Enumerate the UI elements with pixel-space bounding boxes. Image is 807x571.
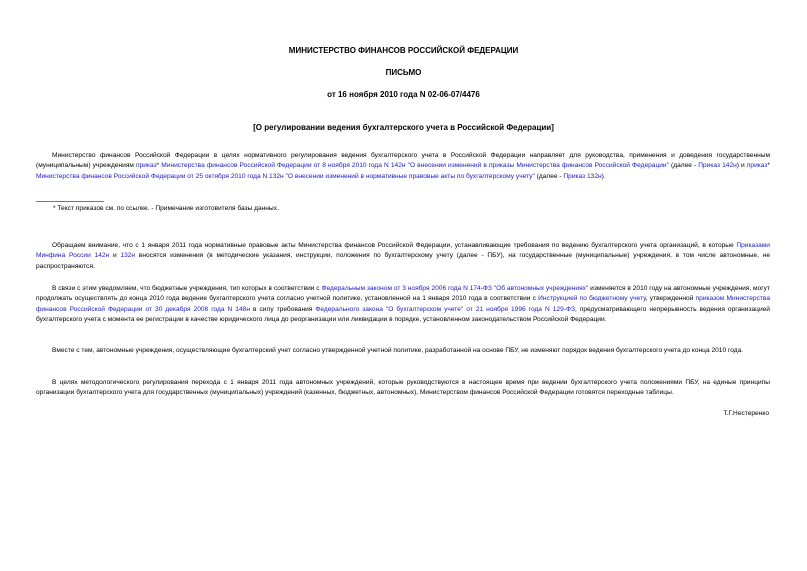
link-law-129fz[interactable]: Федерального закона "О бухгалтерском учете" от 21 ноября 1996 года N 129-ФЗ <box>315 305 575 313</box>
ministry-heading: МИНИСТЕРСТВО ФИНАНСОВ РОССИЙСКОЙ ФЕДЕРАЦИИ <box>288 46 519 55</box>
text: Министерство финансов Российской Федерации в целях нормативного регулирования ведения бухгалтерского учета в Российской Федерации направляет для руководства, применения и доведения государственным (муниципальным) учреждениям <box>36 152 770 170</box>
link-132n[interactable]: 132н <box>120 252 136 260</box>
document-type: ПИСЬМО <box>385 68 422 77</box>
footnote: * Текст приказов см. по ссылке. - Примечание изготовителя базы данных. <box>53 205 279 212</box>
signature: Т.Г.Нестеренко <box>723 410 769 417</box>
document-subject: [О регулировании ведения бухгалтерского учета в Российской Федерации] <box>253 123 554 132</box>
link-order-132n[interactable]: Министерства финансов Российской Федерации от 25 октября 2010 года N 132н "О внесении изменений в нормативные правовые акты по бухгалтерскому учету" <box>36 172 535 180</box>
paragraph-4: Вместе с тем, автономные учреждения, осуществляющие бухгалтерский учет согласно утвержденной учетной политике, разработанной на основе ПБУ, не изменяют порядок ведения бухгалтерского учета до конца 2010 года. <box>52 347 744 354</box>
text: , утвержденной <box>645 295 696 303</box>
link-order-2[interactable]: приказ <box>746 162 768 170</box>
footnote-divider <box>36 201 104 202</box>
text: и <box>109 252 121 260</box>
link-order[interactable]: приказ <box>136 162 157 170</box>
text: (далее - <box>534 172 564 180</box>
paragraph-1 <box>36 151 770 182</box>
link-orders-142n[interactable]: Приказами Минфина России 142н <box>36 242 770 260</box>
text: * <box>767 162 770 170</box>
text: вносятся изменения (в методические указания, инструкции, положения по бухгалтерскому учету (далее - ПБУ), на государственные (муниципальные) учреждения, в том числе автономные, не распространяются. <box>36 252 770 270</box>
link-order-148n[interactable]: приказом Министерства финансов Российской Федерации от 30 декабря 2008 года N 148н <box>36 295 770 313</box>
text: в силу требования <box>249 305 316 313</box>
link-order-142n[interactable]: Министерства финансов Российской Федерации от 8 ноября 2010 года N 142н "О внесении изменений в приказы Министерства финансов Российской Федерации" <box>161 162 669 170</box>
text: изменяется в 2010 году на автономные учреждения, могут продолжать осуществлять до конца 2010 года ведение бухгалтерского учета согласно учетной политике, установленной на 1 января 2010 года в соответствии с <box>36 285 770 303</box>
text: , предусматривающего непрерывность ведения организацией бухгалтерского учета с момента ее регистрации в качестве юридического лица до реорганизации или ликвидации в порядке, установленном законодательством Российской Федерации. <box>36 305 770 323</box>
paragraph-2 <box>36 241 770 272</box>
text: (далее - <box>668 162 699 170</box>
text: Обращаем внимание, что с 1 января 2011 года нормативные правовые акты Министерства финансов Российской Федерации, устанавливающие требования по ведению бухгалтерского учета организаций, в которые <box>52 242 737 249</box>
text: В связи с этим уведомляем, что бюджетные учреждения, тип которых в соответствии с <box>52 285 322 292</box>
link-law-174fz[interactable]: Федеральным законом от 3 ноября 2006 года N 174-ФЗ "Об автономных учреждениях" <box>321 285 589 292</box>
text: * <box>156 162 162 170</box>
link-order-132n-short[interactable]: Приказ 132н <box>563 172 602 180</box>
paragraph-3 <box>36 284 770 325</box>
text: ). <box>601 172 606 180</box>
link-budget-instruction[interactable]: Инструкцией по бюджетному учету <box>538 295 646 303</box>
text: ) и <box>736 162 747 170</box>
paragraph-5: В целях методологического регулирования перехода с 1 января 2011 года автономных учреждений, которые руководствуются в настоящее время при ведении бухгалтерского учета положениями ПБУ, на единые принципы организации бухгалтерского учета для государственных (муниципальных) учреждений (казенных, бюджетных, автономных), Министерством финансов Российской Федерации готовятся переходные таблицы. <box>36 379 770 397</box>
link-order-142n-short[interactable]: Приказ 142н <box>698 162 737 170</box>
date-and-number: от 16 ноября 2010 года N 02-06-07/4476 <box>327 90 480 99</box>
